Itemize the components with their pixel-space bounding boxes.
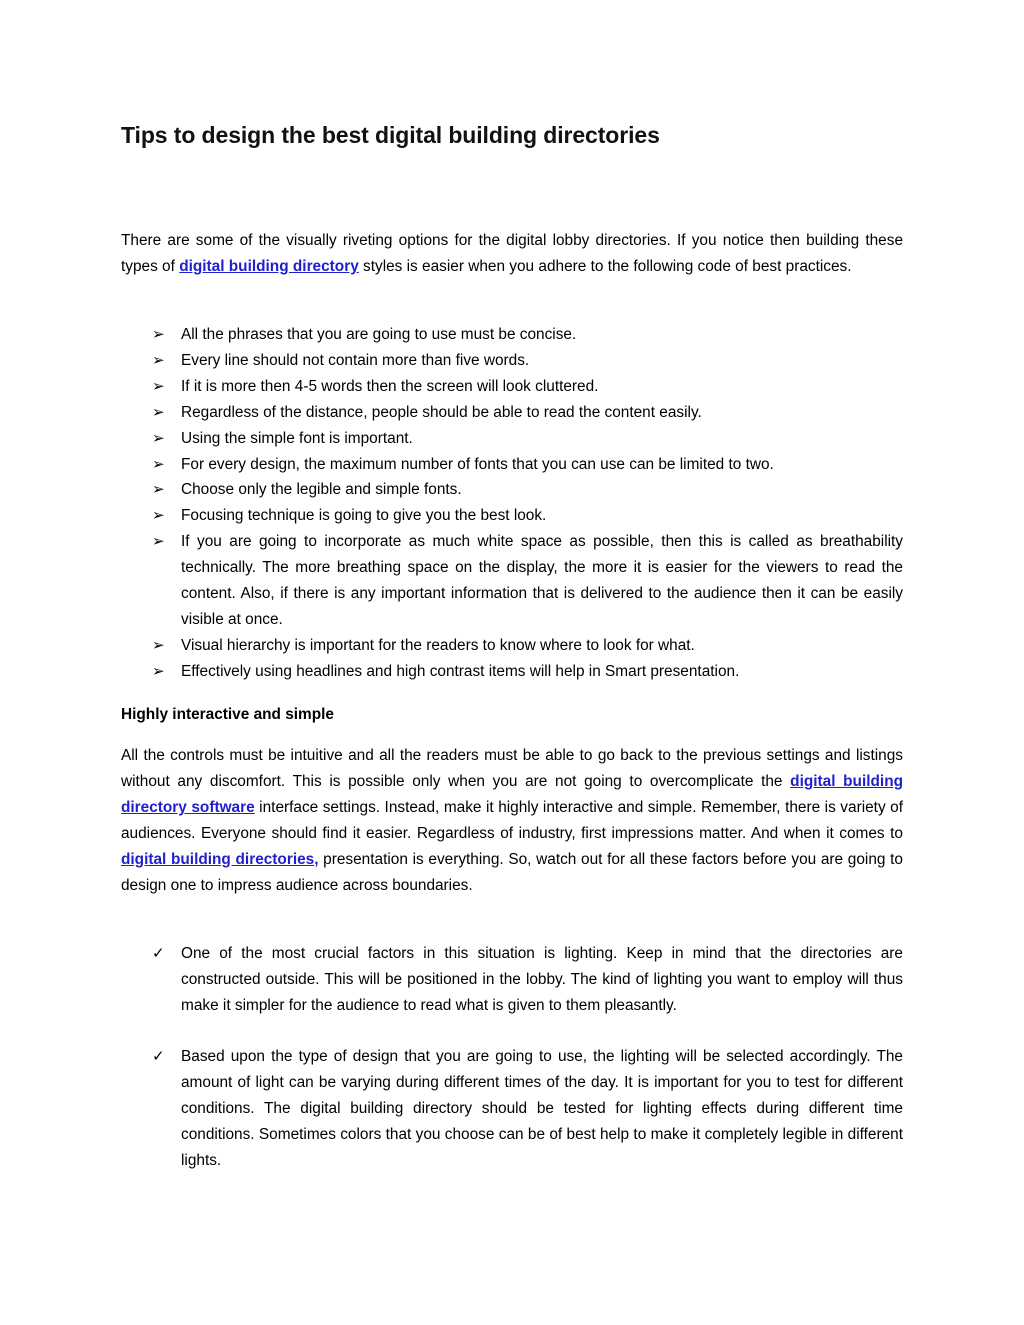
intro-text-before: There are some of the visually riveting options for the digital lobby directories. If you notice then building these types of bbox=[121, 232, 903, 275]
arrow-bullet-icon: ➢ bbox=[152, 481, 165, 499]
link-digital-building-directory[interactable]: digital building directory bbox=[179, 257, 359, 275]
section-heading: Highly interactive and simple bbox=[121, 706, 334, 723]
arrow-bullet-icon: ➢ bbox=[152, 455, 165, 473]
arrow-bullet-icon: ➢ bbox=[152, 662, 165, 680]
arrow-bullet-icon: ➢ bbox=[152, 533, 165, 551]
list-item: ➢ All the phrases that you are going to use must be concise. bbox=[121, 322, 903, 348]
list-item: ✓ One of the most crucial factors in this situation is lighting. Keep in mind that the directories are constructed outside. This will be positioned in the lobby. The kind of lighting you want to employ will thus make it simpler for the audience to read what is given to them pleasantly. bbox=[121, 941, 903, 1019]
list-item: ➢ Effectively using headlines and high contrast items will help in Smart presentation. bbox=[121, 659, 903, 685]
arrow-bullet-icon: ➢ bbox=[152, 403, 165, 421]
check-bullet-list bbox=[121, 1044, 903, 1174]
arrow-bullet-icon: ➢ bbox=[152, 377, 165, 395]
intro-text-after: styles is easier when you adhere to the following code of best practices. bbox=[358, 257, 852, 275]
checkmark-icon: ✓ bbox=[152, 1048, 165, 1065]
list-item: ➢ If it is more then 4-5 words then the screen will look cluttered. bbox=[121, 374, 903, 400]
arrow-bullet-icon: ➢ bbox=[152, 326, 165, 343]
list-item: ➢ Every line should not contain more than five words. bbox=[121, 348, 903, 374]
list-item: ➢ Choose only the legible and simple fonts. bbox=[121, 477, 903, 503]
list-item: ✓ Based upon the type of design that you are going to use, the lighting will be selected accordingly. The amount of light can be varying during different times of the day. It is important for you to test for different conditions. The digital building directory should be tested for lighting effects during different time conditions. Sometimes colors that you choose can be of best help to make it completely legible in different lights. bbox=[121, 1044, 903, 1174]
link-digital-building-directory-software[interactable]: digital building directory software bbox=[121, 772, 903, 816]
list-item: ➢ If you are going to incorporate as much white space as possible, then this is called as breathability technically. The more breathing space on the display, the more it is easier for the viewers to read the content. Also, if there is any important information that is delivered to the audience then it can be easily visible at once. bbox=[121, 529, 903, 633]
list-item: ➢ Using the simple font is important. bbox=[121, 426, 903, 452]
checkmark-icon: ✓ bbox=[152, 945, 165, 962]
check-bullet-list bbox=[121, 941, 903, 1019]
link-digital-building-directories[interactable]: digital building directories, bbox=[121, 850, 319, 868]
list-item: ➢ Visual hierarchy is important for the readers to know where to look for what. bbox=[121, 633, 903, 659]
intro-paragraph bbox=[121, 228, 903, 280]
body-paragraph: All the controls must be intuitive and all the readers must be able to go back to the previous settings and listings without any discomfort. This is possible only when you are not going to overcomplicate the digital building directory software interface settings. Instead, make it highly interactive and simple. Remember, there is variety of audiences. Everyone should find it easier. Regardless of industry, first impressions matter. And when it comes to digital building directories, presentation is everything. So, watch out for all these factors before you are going to design one to impress audience across boundaries. bbox=[121, 747, 903, 894]
list-item: ➢ Focusing technique is going to give you the best look. bbox=[121, 503, 903, 529]
arrow-bullet-icon: ➢ bbox=[152, 429, 165, 447]
arrow-bullet-icon: ➢ bbox=[152, 351, 165, 369]
page-title: Tips to design the best digital building directories bbox=[121, 122, 660, 148]
arrow-bullet-icon: ➢ bbox=[152, 636, 165, 654]
arrow-bullet-icon: ➢ bbox=[152, 507, 165, 525]
list-item: ➢ For every design, the maximum number of fonts that you can use can be limited to two. bbox=[121, 452, 903, 478]
arrow-bullet-list bbox=[121, 322, 903, 685]
list-item: ➢ Regardless of the distance, people should be able to read the content easily. bbox=[121, 400, 903, 426]
